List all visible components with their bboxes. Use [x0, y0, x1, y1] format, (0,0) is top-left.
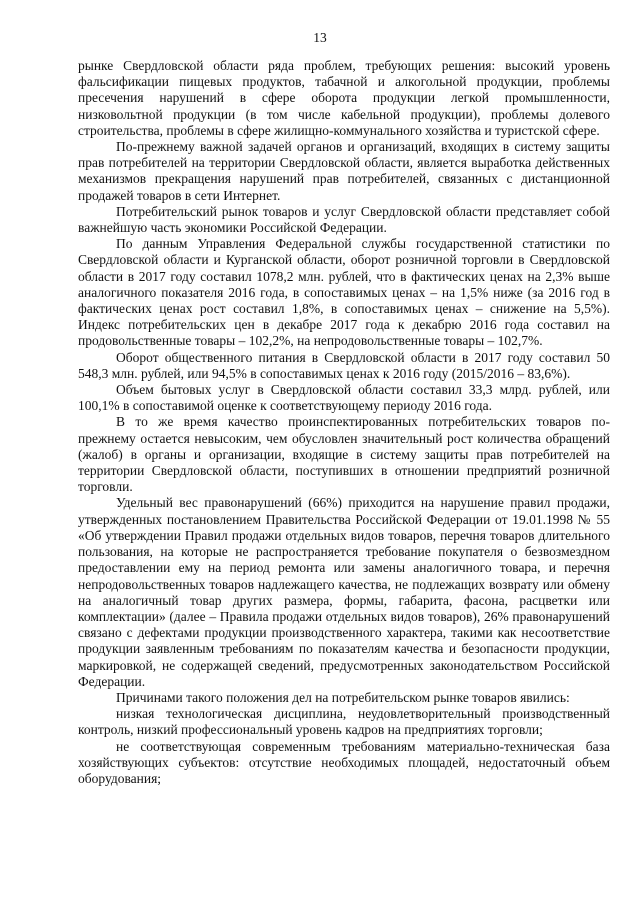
paragraph-violations-share: Удельный вес правонарушений (66%) приходится на нарушение правил продажи, утвержденных постановлением Правительства Российской Федерации от 19.01.1998 № 55 «Об утверждении Правил продажи отдельных видов товаров, перечня товаров длительного пользования, на которые не распространяется требование покупателя о безвозмездном предоставлении ему на период ремонта или замены аналогичного товара, и перечня непродовольственных товаров надлежащего качества, не подлежащих возврату или обмену на аналогичный товар других размера, формы, габарита, фасона, расцветки или комплектации» (далее – Правила продажи отдельных видов товаров), 26% правонарушений связано с дефектами продукции производственного характера, такими как несоответствие продукции заявленным требованиям по показателям качества и безопасности продукции, маркировкой, не содержащей сведений, предусмотренных законодательством Российской Федерации.: [78, 495, 610, 689]
paragraph-continuation: рынке Свердловской области ряда проблем, требующих решения: высокий уровень фальсификации пищевых продуктов, табачной и алкогольной продукции, проблемы пресечения нарушений в сфере оборота продукции легкой промышленности, низковольтной продукции (в том числе кабельной продукции), проблемы долевого строительства, проблемы в сфере жилищно-коммунального хозяйства и туристской сфере.: [78, 58, 610, 138]
paragraph-retail-turnover: По данным Управления Федеральной службы государственной статистики по Свердловской области и Курганской области, оборот розничной торговли в Свердловской области в 2017 году составил 1078,2 млн. рублей, что в фактических ценах на 2,3% выше аналогичного показателя 2016 года, в сопоставимых ценах – на 1,5% ниже (за 2016 год в фактических ценах рост составил 1,8%, в сопоставимых ценах – снижение на 5,5%). Индекс потребительских цен в декабре 2017 года к декабрю 2016 года составил на продовольственные товары – 102,2%, на непродовольственные товары – 102,7%.: [78, 236, 610, 349]
paragraph-reason-material-base: не соответствующая современным требованиям материально-техническая база хозяйствующих субъектов: отсутствие необходимых площадей, недостаточный объем оборудования;: [78, 738, 610, 786]
paragraph-consumer-protection-task: По-прежнему важной задачей органов и организаций, входящих в систему защиты прав потребителей на территории Свердловской области, является выработка действенных механизмов прекращения нарушений прав потребителей, связанных с дистанционной продажей товаров в сети Интернет.: [78, 139, 610, 203]
paragraph-household-services: Объем бытовых услуг в Свердловской области составил 33,3 млрд. рублей, или 100,1% в сопоставимой оценке к соответствующему периоду 2016 года.: [78, 382, 610, 414]
paragraph-consumer-market: Потребительский рынок товаров и услуг Свердловской области представляет собой важнейшую часть экономики Российской Федерации.: [78, 203, 610, 236]
paragraph-goods-quality: В то же время качество проинспектированных потребительских товаров по-прежнему остается невысоким, чем обусловлен значительный рост количества обращений (жалоб) в органы и организации, входящие в систему защиты прав потребителей на территории Свердловской области, поступивших в отношении предприятий розничной торговли.: [78, 414, 610, 495]
paragraph-reasons-intro: Причинами такого положения дел на потребительском рынке товаров явились:: [116, 689, 570, 705]
document-body: [78, 58, 610, 787]
page-number: 13: [313, 30, 327, 45]
paragraph-catering-turnover: Оборот общественного питания в Свердловской области в 2017 году составил 50 548,3 млн. рублей, или 94,5% в сопоставимых ценах к 2016 году (2015/2016 – 83,6%).: [78, 349, 610, 381]
paragraph-reason-discipline: низкая технологическая дисциплина, неудовлетворительный производственный контроль, низкий профессиональный уровень кадров на предприятиях торговли;: [78, 706, 610, 738]
